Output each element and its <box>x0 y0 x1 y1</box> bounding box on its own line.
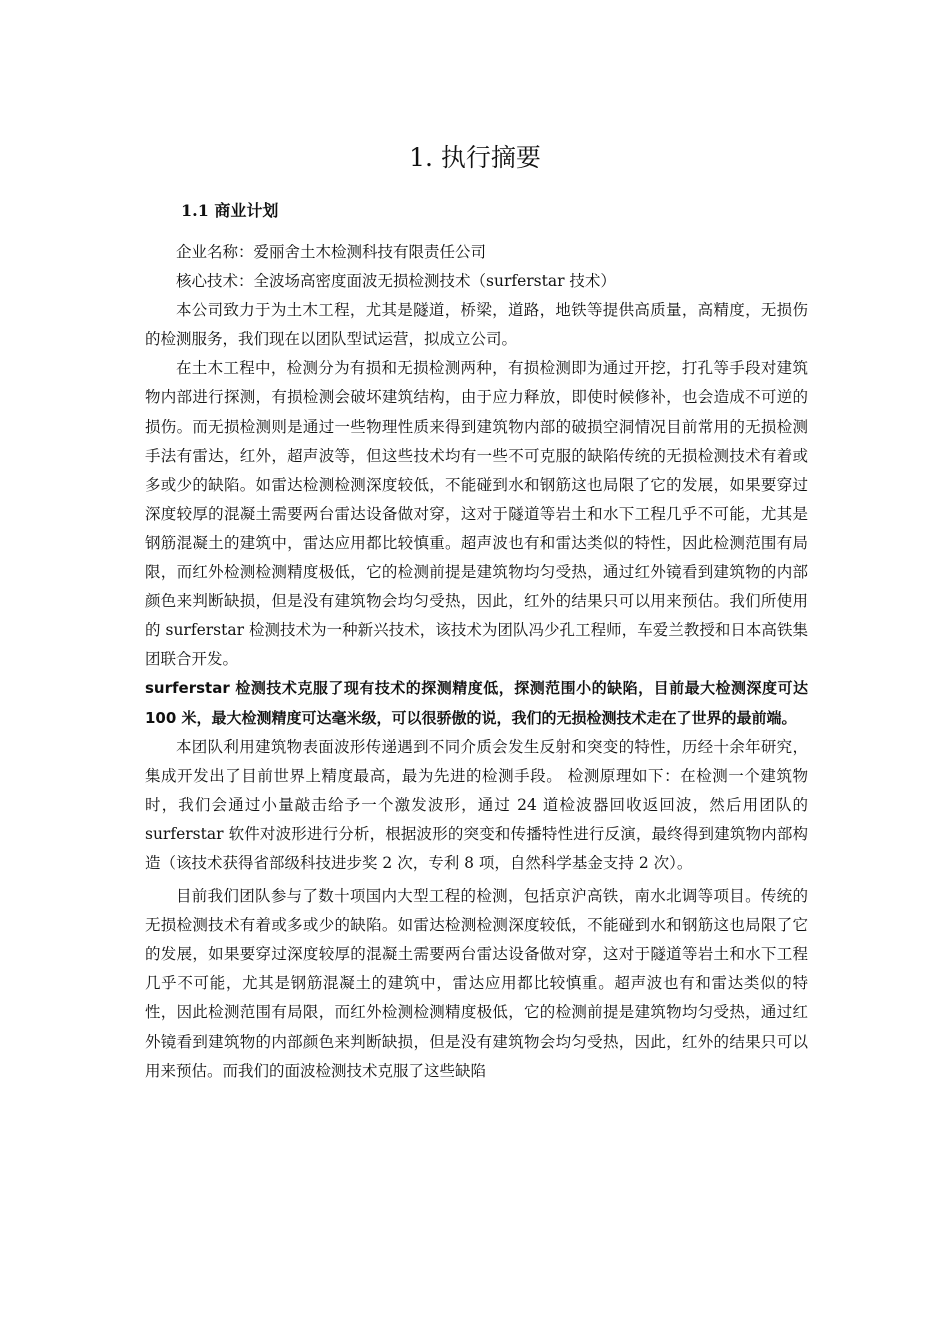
paragraph-highlight: surferstar 检测技术克服了现有技术的探测精度低，探测范围小的缺陷，目前最大检测深度可达 100 米，最大检测精度可达毫米级，可以很骄傲的说，我们的无损检测技术走在了世界的最前端。 <box>145 679 808 727</box>
paragraph-intro: 本公司致力于为土木工程，尤其是隧道，桥梁，道路，地铁等提供高质量，高精度，无损伤的检测服务，我们现在以团队型试运营，拟成立公司。 <box>145 301 808 349</box>
paragraph-company-name: 企业名称：爱丽舍土木检测科技有限责任公司 <box>176 243 487 261</box>
heading-business-plan: 1.1 商业计划 <box>181 201 279 220</box>
paragraph-projects: 目前我们团队参与了数十项国内大型工程的检测，包括京沪高铁，南水北调等项目。传统的无损检测技术有着或多或少的缺陷。如雷达检测检测深度较低，不能碰到水和钢筋这也局限了它的发展，如果要穿过深度较厚的混凝土需要两台雷达设备做对穿，这对于隧道等岩土和水下工程几乎不可能，尤其是钢筋混凝土的建筑中，雷达应用都比较慎重。超声波也有和雷达类似的特性，因此检测范围有局限，而红外检测检测精度极低，它的检测前提是建筑物均匀受热，通过红外镜看到建筑物的内部颜色来判断缺损，但是没有建筑物会均匀受热，因此，红外的结果只可以用来预估。而我们的面波检测技术克服了这些缺陷 <box>145 887 808 1080</box>
body-text <box>145 238 808 1086</box>
heading-executive-summary: 1. 执行摘要 <box>409 143 541 172</box>
paragraph-background: 在土木工程中，检测分为有损和无损检测两种，有损检测即为通过开挖，打孔等手段对建筑物内部进行探测，有损检测会破坏建筑结构，由于应力释放，即使时候修补，也会造成不可逆的损伤。而无损检测则是通过一些物理性质来得到建筑物内部的破损空洞情况目前常用的无损检测手法有雷达，红外，超声波等，但这些技术均有一些不可克服的缺陷传统的无损检测技术有着或多或少的缺陷。如雷达检测检测深度较低，不能碰到水和钢筋这也局限了它的发展，如果要穿过深度较厚的混凝土需要两台雷达设备做对穿，这对于隧道等岩土和水下工程几乎不可能，尤其是钢筋混凝土的建筑中，雷达应用都比较慎重。超声波也有和雷达类似的特性，因此检测范围有局限，而红外检测检测精度极低，它的检测前提是建筑物均匀受热，通过红外镜看到建筑物的内部颜色来判断缺损，但是没有建筑物会均匀受热，因此，红外的结果只可以用来预估。我们所使用的 surferstar 检测技术为一种新兴技术，该技术为团队冯少孔工程师，车爱兰教授和日本高铁集团联合开发。 <box>145 359 808 669</box>
paragraph-principle: 本团队利用建筑物表面波形传递遇到不同介质会发生反射和突变的特性，历经十余年研究，集成开发出了目前世界上精度最高，最为先进的检测手段。 检测原理如下：在检测一个建筑物时，我们会通过小量敲击给予一个激发波形，通过 24 道检波器回收返回波，然后用团队的 surferstar 软件对波形进行分析，根据波形的突变和传播特性进行反演，最终得到建筑物内部构造（该技术获得省部级科技进步奖 2 次，专利 8 项，自然科学基金支持 2 次）。 <box>145 737 808 872</box>
paragraph-core-tech: 核心技术：全波场高密度面波无损检测技术（surferstar 技术） <box>176 272 616 291</box>
